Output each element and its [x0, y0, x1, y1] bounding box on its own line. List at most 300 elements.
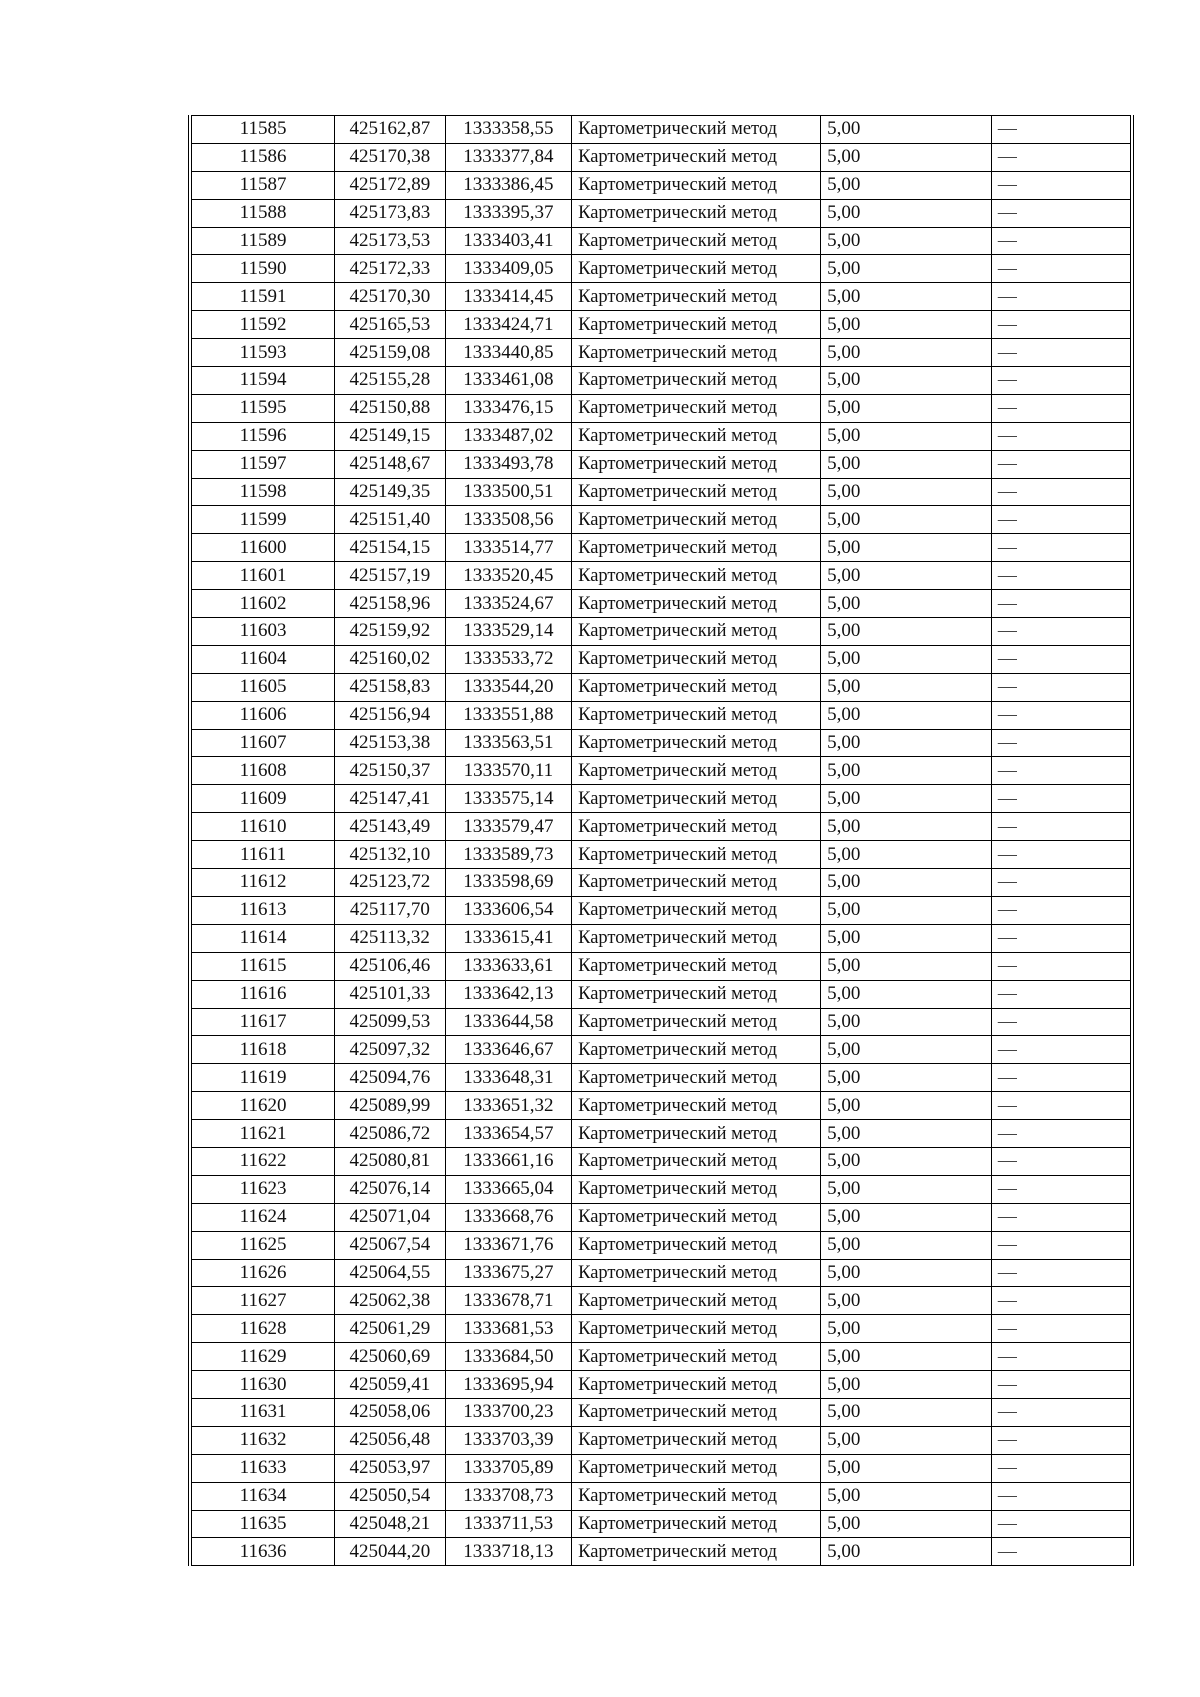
- point-number-cell: 11607: [190, 729, 335, 757]
- x-coordinate-cell: 425097,32: [335, 1036, 445, 1064]
- y-coordinate-cell: 1333476,15: [445, 394, 572, 422]
- description-cell: —: [991, 869, 1132, 897]
- point-number-cell: 11636: [190, 1538, 335, 1566]
- precision-cell: 5,00: [821, 339, 992, 367]
- precision-cell: 5,00: [821, 1259, 992, 1287]
- point-number-cell: 11625: [190, 1231, 335, 1259]
- table-row: [190, 673, 1132, 701]
- method-cell: Картометрический метод: [572, 422, 821, 450]
- table-row: [190, 1064, 1132, 1092]
- table-row: [190, 534, 1132, 562]
- method-cell: Картометрический метод: [572, 590, 821, 618]
- x-coordinate-cell: 425106,46: [335, 952, 445, 980]
- y-coordinate-cell: 1333598,69: [445, 869, 572, 897]
- y-coordinate-cell: 1333395,37: [445, 199, 572, 227]
- table-row: [190, 199, 1132, 227]
- method-cell: Картометрический метод: [572, 227, 821, 255]
- precision-cell: 5,00: [821, 283, 992, 311]
- method-cell: Картометрический метод: [572, 1175, 821, 1203]
- method-cell: Картометрический метод: [572, 1454, 821, 1482]
- point-number-cell: 11620: [190, 1092, 335, 1120]
- x-coordinate-cell: 425056,48: [335, 1426, 445, 1454]
- method-cell: Картометрический метод: [572, 869, 821, 897]
- method-cell: Картометрический метод: [572, 1064, 821, 1092]
- description-cell: —: [991, 1343, 1132, 1371]
- description-cell: —: [991, 813, 1132, 841]
- description-cell: —: [991, 255, 1132, 283]
- y-coordinate-cell: 1333642,13: [445, 980, 572, 1008]
- x-coordinate-cell: 425076,14: [335, 1175, 445, 1203]
- y-coordinate-cell: 1333386,45: [445, 171, 572, 199]
- description-cell: —: [991, 924, 1132, 952]
- point-number-cell: 11592: [190, 311, 335, 339]
- method-cell: Картометрический метод: [572, 980, 821, 1008]
- precision-cell: 5,00: [821, 311, 992, 339]
- y-coordinate-cell: 1333493,78: [445, 450, 572, 478]
- y-coordinate-cell: 1333711,53: [445, 1510, 572, 1538]
- method-cell: Картометрический метод: [572, 1147, 821, 1175]
- table-row: [190, 896, 1132, 924]
- description-cell: —: [991, 478, 1132, 506]
- table-body: [190, 116, 1132, 1566]
- x-coordinate-cell: 425154,15: [335, 534, 445, 562]
- y-coordinate-cell: 1333671,76: [445, 1231, 572, 1259]
- table-row: [190, 952, 1132, 980]
- description-cell: —: [991, 1454, 1132, 1482]
- table-row: [190, 394, 1132, 422]
- x-coordinate-cell: 425153,38: [335, 729, 445, 757]
- y-coordinate-cell: 1333563,51: [445, 729, 572, 757]
- x-coordinate-cell: 425150,88: [335, 394, 445, 422]
- precision-cell: 5,00: [821, 1092, 992, 1120]
- description-cell: —: [991, 1371, 1132, 1399]
- method-cell: Картометрический метод: [572, 143, 821, 171]
- table-row: [190, 729, 1132, 757]
- description-cell: —: [991, 841, 1132, 869]
- method-cell: Картометрический метод: [572, 534, 821, 562]
- table-row: [190, 283, 1132, 311]
- y-coordinate-cell: 1333544,20: [445, 673, 572, 701]
- method-cell: Картометрический метод: [572, 339, 821, 367]
- method-cell: Картометрический метод: [572, 1482, 821, 1510]
- table-row: [190, 255, 1132, 283]
- y-coordinate-cell: 1333606,54: [445, 896, 572, 924]
- precision-cell: 5,00: [821, 785, 992, 813]
- precision-cell: 5,00: [821, 1426, 992, 1454]
- description-cell: —: [991, 1175, 1132, 1203]
- precision-cell: 5,00: [821, 1398, 992, 1426]
- x-coordinate-cell: 425086,72: [335, 1120, 445, 1148]
- x-coordinate-cell: 425061,29: [335, 1315, 445, 1343]
- precision-cell: 5,00: [821, 422, 992, 450]
- table-row: [190, 590, 1132, 618]
- table-row: [190, 618, 1132, 646]
- method-cell: Картометрический метод: [572, 1120, 821, 1148]
- y-coordinate-cell: 1333703,39: [445, 1426, 572, 1454]
- precision-cell: 5,00: [821, 1538, 992, 1566]
- y-coordinate-cell: 1333648,31: [445, 1064, 572, 1092]
- x-coordinate-cell: 425170,38: [335, 143, 445, 171]
- table-row: [190, 1120, 1132, 1148]
- table-row: [190, 701, 1132, 729]
- x-coordinate-cell: 425150,37: [335, 757, 445, 785]
- y-coordinate-cell: 1333615,41: [445, 924, 572, 952]
- point-number-cell: 11631: [190, 1398, 335, 1426]
- precision-cell: 5,00: [821, 590, 992, 618]
- point-number-cell: 11619: [190, 1064, 335, 1092]
- description-cell: —: [991, 1287, 1132, 1315]
- precision-cell: 5,00: [821, 199, 992, 227]
- y-coordinate-cell: 1333533,72: [445, 645, 572, 673]
- y-coordinate-cell: 1333508,56: [445, 506, 572, 534]
- table-row: [190, 367, 1132, 395]
- precision-cell: 5,00: [821, 1064, 992, 1092]
- table-row: [190, 1426, 1132, 1454]
- x-coordinate-cell: 425132,10: [335, 841, 445, 869]
- description-cell: —: [991, 506, 1132, 534]
- point-number-cell: 11630: [190, 1371, 335, 1399]
- point-number-cell: 11597: [190, 450, 335, 478]
- x-coordinate-cell: 425159,08: [335, 339, 445, 367]
- y-coordinate-cell: 1333661,16: [445, 1147, 572, 1175]
- point-number-cell: 11601: [190, 562, 335, 590]
- point-number-cell: 11614: [190, 924, 335, 952]
- table-row: [190, 478, 1132, 506]
- y-coordinate-cell: 1333570,11: [445, 757, 572, 785]
- point-number-cell: 11593: [190, 339, 335, 367]
- table-row: [190, 171, 1132, 199]
- point-number-cell: 11585: [190, 116, 335, 144]
- x-coordinate-cell: 425155,28: [335, 367, 445, 395]
- precision-cell: 5,00: [821, 367, 992, 395]
- table-row: [190, 813, 1132, 841]
- point-number-cell: 11606: [190, 701, 335, 729]
- method-cell: Картометрический метод: [572, 283, 821, 311]
- y-coordinate-cell: 1333708,73: [445, 1482, 572, 1510]
- y-coordinate-cell: 1333529,14: [445, 618, 572, 646]
- y-coordinate-cell: 1333681,53: [445, 1315, 572, 1343]
- x-coordinate-cell: 425071,04: [335, 1203, 445, 1231]
- description-cell: —: [991, 952, 1132, 980]
- method-cell: Картометрический метод: [572, 1203, 821, 1231]
- table-row: [190, 1315, 1132, 1343]
- method-cell: Картометрический метод: [572, 367, 821, 395]
- precision-cell: 5,00: [821, 1175, 992, 1203]
- point-number-cell: 11605: [190, 673, 335, 701]
- table-row: [190, 143, 1132, 171]
- method-cell: Картометрический метод: [572, 1008, 821, 1036]
- x-coordinate-cell: 425064,55: [335, 1259, 445, 1287]
- precision-cell: 5,00: [821, 1510, 992, 1538]
- point-number-cell: 11629: [190, 1343, 335, 1371]
- method-cell: Картометрический метод: [572, 729, 821, 757]
- method-cell: Картометрический метод: [572, 673, 821, 701]
- table-row: [190, 450, 1132, 478]
- y-coordinate-cell: 1333718,13: [445, 1538, 572, 1566]
- y-coordinate-cell: 1333695,94: [445, 1371, 572, 1399]
- x-coordinate-cell: 425058,06: [335, 1398, 445, 1426]
- y-coordinate-cell: 1333654,57: [445, 1120, 572, 1148]
- precision-cell: 5,00: [821, 869, 992, 897]
- method-cell: Картометрический метод: [572, 1510, 821, 1538]
- coordinates-table: [188, 115, 1134, 1566]
- y-coordinate-cell: 1333684,50: [445, 1343, 572, 1371]
- precision-cell: 5,00: [821, 701, 992, 729]
- precision-cell: 5,00: [821, 255, 992, 283]
- x-coordinate-cell: 425089,99: [335, 1092, 445, 1120]
- point-number-cell: 11599: [190, 506, 335, 534]
- x-coordinate-cell: 425157,19: [335, 562, 445, 590]
- description-cell: —: [991, 590, 1132, 618]
- x-coordinate-cell: 425053,97: [335, 1454, 445, 1482]
- description-cell: —: [991, 1426, 1132, 1454]
- x-coordinate-cell: 425099,53: [335, 1008, 445, 1036]
- method-cell: Картометрический метод: [572, 1371, 821, 1399]
- table-row: [190, 924, 1132, 952]
- description-cell: —: [991, 450, 1132, 478]
- x-coordinate-cell: 425123,72: [335, 869, 445, 897]
- precision-cell: 5,00: [821, 1315, 992, 1343]
- precision-cell: 5,00: [821, 1120, 992, 1148]
- precision-cell: 5,00: [821, 1482, 992, 1510]
- description-cell: —: [991, 645, 1132, 673]
- x-coordinate-cell: 425149,35: [335, 478, 445, 506]
- table-row: [190, 1175, 1132, 1203]
- point-number-cell: 11594: [190, 367, 335, 395]
- point-number-cell: 11613: [190, 896, 335, 924]
- table-row: [190, 562, 1132, 590]
- x-coordinate-cell: 425080,81: [335, 1147, 445, 1175]
- x-coordinate-cell: 425173,53: [335, 227, 445, 255]
- method-cell: Картометрический метод: [572, 1259, 821, 1287]
- point-number-cell: 11633: [190, 1454, 335, 1482]
- description-cell: —: [991, 673, 1132, 701]
- point-number-cell: 11595: [190, 394, 335, 422]
- description-cell: —: [991, 1398, 1132, 1426]
- description-cell: —: [991, 116, 1132, 144]
- point-number-cell: 11603: [190, 618, 335, 646]
- description-cell: —: [991, 1036, 1132, 1064]
- method-cell: Картометрический метод: [572, 478, 821, 506]
- precision-cell: 5,00: [821, 1203, 992, 1231]
- precision-cell: 5,00: [821, 506, 992, 534]
- point-number-cell: 11588: [190, 199, 335, 227]
- point-number-cell: 11602: [190, 590, 335, 618]
- precision-cell: 5,00: [821, 757, 992, 785]
- y-coordinate-cell: 1333461,08: [445, 367, 572, 395]
- method-cell: Картометрический метод: [572, 618, 821, 646]
- table-row: [190, 645, 1132, 673]
- y-coordinate-cell: 1333414,45: [445, 283, 572, 311]
- x-coordinate-cell: 425173,83: [335, 199, 445, 227]
- table-row: [190, 1231, 1132, 1259]
- description-cell: —: [991, 394, 1132, 422]
- method-cell: Картометрический метод: [572, 311, 821, 339]
- description-cell: —: [991, 757, 1132, 785]
- x-coordinate-cell: 425158,96: [335, 590, 445, 618]
- point-number-cell: 11604: [190, 645, 335, 673]
- y-coordinate-cell: 1333524,67: [445, 590, 572, 618]
- x-coordinate-cell: 425147,41: [335, 785, 445, 813]
- y-coordinate-cell: 1333589,73: [445, 841, 572, 869]
- table-row: [190, 785, 1132, 813]
- table-row: [190, 1008, 1132, 1036]
- method-cell: Картометрический метод: [572, 896, 821, 924]
- y-coordinate-cell: 1333668,76: [445, 1203, 572, 1231]
- x-coordinate-cell: 425151,40: [335, 506, 445, 534]
- x-coordinate-cell: 425172,33: [335, 255, 445, 283]
- method-cell: Картометрический метод: [572, 1287, 821, 1315]
- precision-cell: 5,00: [821, 394, 992, 422]
- table-row: [190, 1482, 1132, 1510]
- y-coordinate-cell: 1333700,23: [445, 1398, 572, 1426]
- point-number-cell: 11626: [190, 1259, 335, 1287]
- x-coordinate-cell: 425172,89: [335, 171, 445, 199]
- precision-cell: 5,00: [821, 1036, 992, 1064]
- method-cell: Картометрический метод: [572, 841, 821, 869]
- method-cell: Картометрический метод: [572, 924, 821, 952]
- y-coordinate-cell: 1333678,71: [445, 1287, 572, 1315]
- precision-cell: 5,00: [821, 1287, 992, 1315]
- x-coordinate-cell: 425067,54: [335, 1231, 445, 1259]
- method-cell: Картометрический метод: [572, 450, 821, 478]
- description-cell: —: [991, 1064, 1132, 1092]
- description-cell: —: [991, 701, 1132, 729]
- y-coordinate-cell: 1333651,32: [445, 1092, 572, 1120]
- point-number-cell: 11616: [190, 980, 335, 1008]
- point-number-cell: 11618: [190, 1036, 335, 1064]
- table-row: [190, 980, 1132, 1008]
- x-coordinate-cell: 425048,21: [335, 1510, 445, 1538]
- precision-cell: 5,00: [821, 143, 992, 171]
- description-cell: —: [991, 534, 1132, 562]
- y-coordinate-cell: 1333644,58: [445, 1008, 572, 1036]
- description-cell: —: [991, 1482, 1132, 1510]
- table-row: [190, 339, 1132, 367]
- table-row: [190, 116, 1132, 144]
- precision-cell: 5,00: [821, 729, 992, 757]
- description-cell: —: [991, 171, 1132, 199]
- precision-cell: 5,00: [821, 478, 992, 506]
- method-cell: Картометрический метод: [572, 506, 821, 534]
- y-coordinate-cell: 1333575,14: [445, 785, 572, 813]
- table-row: [190, 1287, 1132, 1315]
- point-number-cell: 11635: [190, 1510, 335, 1538]
- precision-cell: 5,00: [821, 534, 992, 562]
- precision-cell: 5,00: [821, 1231, 992, 1259]
- x-coordinate-cell: 425113,32: [335, 924, 445, 952]
- precision-cell: 5,00: [821, 618, 992, 646]
- y-coordinate-cell: 1333520,45: [445, 562, 572, 590]
- description-cell: —: [991, 618, 1132, 646]
- x-coordinate-cell: 425059,41: [335, 1371, 445, 1399]
- point-number-cell: 11627: [190, 1287, 335, 1315]
- y-coordinate-cell: 1333633,61: [445, 952, 572, 980]
- method-cell: Картометрический метод: [572, 255, 821, 283]
- point-number-cell: 11611: [190, 841, 335, 869]
- point-number-cell: 11591: [190, 283, 335, 311]
- point-number-cell: 11624: [190, 1203, 335, 1231]
- description-cell: —: [991, 339, 1132, 367]
- table-row: [190, 422, 1132, 450]
- x-coordinate-cell: 425143,49: [335, 813, 445, 841]
- precision-cell: 5,00: [821, 116, 992, 144]
- table-row: [190, 227, 1132, 255]
- method-cell: Картометрический метод: [572, 785, 821, 813]
- precision-cell: 5,00: [821, 1008, 992, 1036]
- table-row: [190, 1259, 1132, 1287]
- precision-cell: 5,00: [821, 562, 992, 590]
- method-cell: Картометрический метод: [572, 171, 821, 199]
- point-number-cell: 11612: [190, 869, 335, 897]
- point-number-cell: 11586: [190, 143, 335, 171]
- precision-cell: 5,00: [821, 227, 992, 255]
- method-cell: Картометрический метод: [572, 1426, 821, 1454]
- description-cell: —: [991, 1259, 1132, 1287]
- precision-cell: 5,00: [821, 952, 992, 980]
- y-coordinate-cell: 1333646,67: [445, 1036, 572, 1064]
- x-coordinate-cell: 425159,92: [335, 618, 445, 646]
- x-coordinate-cell: 425101,33: [335, 980, 445, 1008]
- method-cell: Картометрический метод: [572, 1398, 821, 1426]
- point-number-cell: 11632: [190, 1426, 335, 1454]
- precision-cell: 5,00: [821, 171, 992, 199]
- y-coordinate-cell: 1333487,02: [445, 422, 572, 450]
- point-number-cell: 11617: [190, 1008, 335, 1036]
- method-cell: Картометрический метод: [572, 562, 821, 590]
- point-number-cell: 11622: [190, 1147, 335, 1175]
- x-coordinate-cell: 425148,67: [335, 450, 445, 478]
- x-coordinate-cell: 425156,94: [335, 701, 445, 729]
- description-cell: —: [991, 143, 1132, 171]
- x-coordinate-cell: 425094,76: [335, 1064, 445, 1092]
- y-coordinate-cell: 1333500,51: [445, 478, 572, 506]
- description-cell: —: [991, 1147, 1132, 1175]
- table-row: [190, 757, 1132, 785]
- point-number-cell: 11589: [190, 227, 335, 255]
- point-number-cell: 11590: [190, 255, 335, 283]
- point-number-cell: 11600: [190, 534, 335, 562]
- description-cell: —: [991, 311, 1132, 339]
- precision-cell: 5,00: [821, 1454, 992, 1482]
- precision-cell: 5,00: [821, 450, 992, 478]
- table-row: [190, 1538, 1132, 1566]
- y-coordinate-cell: 1333440,85: [445, 339, 572, 367]
- description-cell: —: [991, 1203, 1132, 1231]
- method-cell: Картометрический метод: [572, 1538, 821, 1566]
- x-coordinate-cell: 425044,20: [335, 1538, 445, 1566]
- method-cell: Картометрический метод: [572, 116, 821, 144]
- table-row: [190, 506, 1132, 534]
- table-row: [190, 1371, 1132, 1399]
- point-number-cell: 11608: [190, 757, 335, 785]
- method-cell: Картометрический метод: [572, 645, 821, 673]
- y-coordinate-cell: 1333424,71: [445, 311, 572, 339]
- point-number-cell: 11587: [190, 171, 335, 199]
- table-row: [190, 1510, 1132, 1538]
- method-cell: Картометрический метод: [572, 199, 821, 227]
- table-row: [190, 1203, 1132, 1231]
- description-cell: —: [991, 227, 1132, 255]
- description-cell: —: [991, 562, 1132, 590]
- method-cell: Картометрический метод: [572, 1343, 821, 1371]
- y-coordinate-cell: 1333358,55: [445, 116, 572, 144]
- description-cell: —: [991, 1120, 1132, 1148]
- table-row: [190, 1036, 1132, 1064]
- description-cell: —: [991, 896, 1132, 924]
- point-number-cell: 11623: [190, 1175, 335, 1203]
- precision-cell: 5,00: [821, 841, 992, 869]
